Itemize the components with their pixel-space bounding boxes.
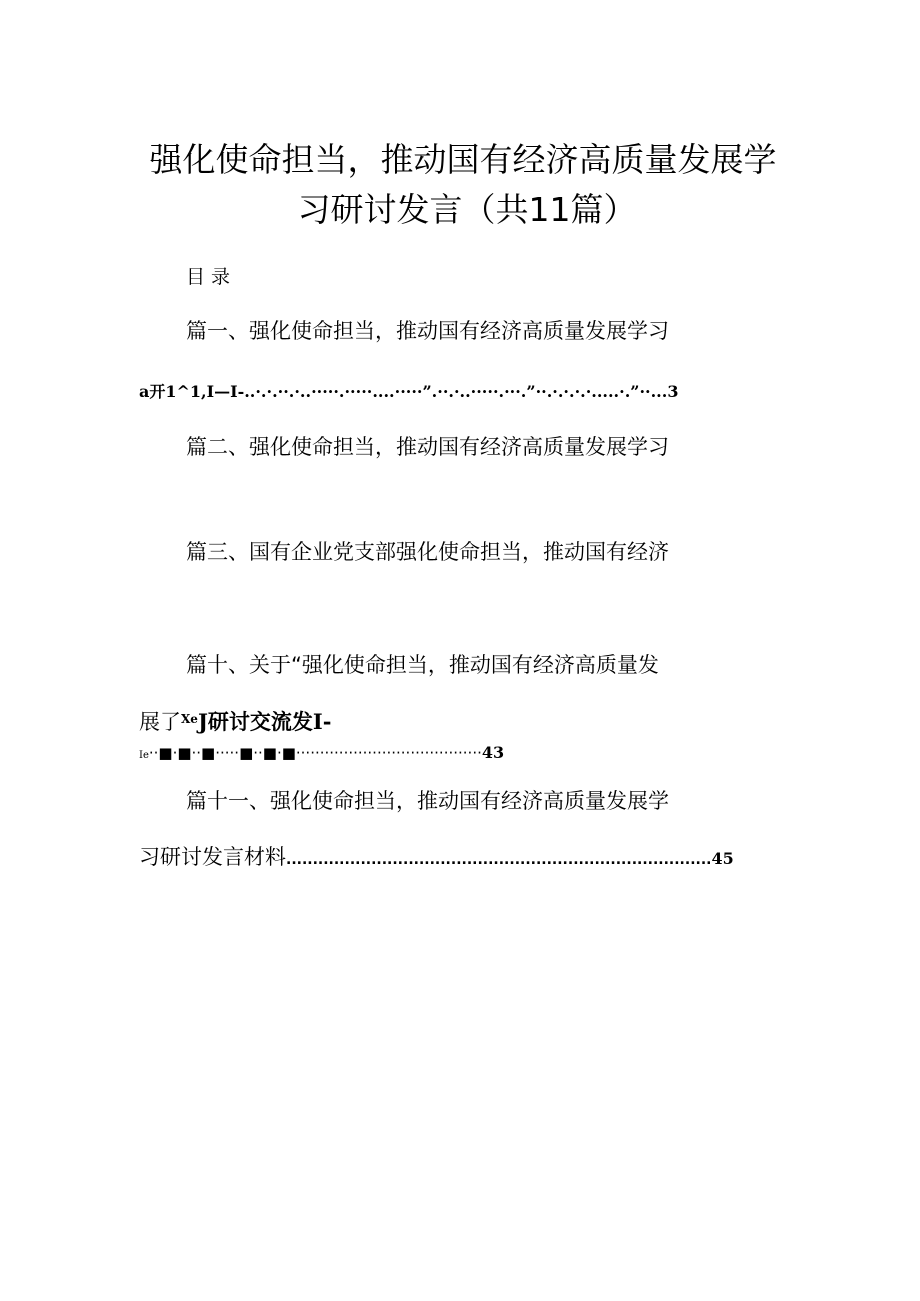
- toc-entry-10-text: 展了: [139, 710, 181, 734]
- toc-entry-1-leader: a开1^1,I—I-..·.·.··.·..·····.·····....·····”.··.·..·····.···.”··.·.·.·.·.....·.”··...3: [139, 382, 679, 401]
- toc-entry-11-title: 篇十一、强化使命担当，推动国有经济高质量发展学: [186, 789, 669, 813]
- toc-entry-11-text: 习研讨发言材料: [139, 845, 286, 869]
- toc-entry-11-leader-line: [139, 843, 734, 874]
- toc-entry-10-leader-line: [139, 739, 504, 770]
- document-title-line-2: 习研讨发言（共11篇）: [297, 190, 637, 229]
- toc-entry-2-title: 篇二、强化使命担当，推动国有经济高质量发展学习: [186, 435, 669, 459]
- toc-entry-11-page: 45: [711, 849, 734, 868]
- toc-entry-10-title-cont: [139, 705, 331, 736]
- toc-entry-1-title: 篇一、强化使命担当，推动国有经济高质量发展学习: [186, 319, 669, 343]
- toc-entry-10-leader: ··■·■··■·····■··■·■·······································: [148, 744, 482, 762]
- toc-entry-3-title: 篇三、国有企业党支部强化使命担当，推动国有经济: [186, 540, 669, 564]
- toc-entry-10-page: 43: [481, 743, 505, 762]
- toc-entry-11-leader: ................................................................................: [286, 852, 712, 868]
- toc-entry-10-rest: J研讨交流发I-: [197, 709, 332, 734]
- toc-entry-10-title: 篇十、关于“强化使命担当，推动国有经济高质量发: [186, 653, 659, 677]
- toc-entry-10-sup: Xe: [181, 712, 198, 726]
- toc-entry-10-prefix: Ie: [139, 750, 149, 761]
- toc-heading: 目录: [186, 266, 237, 288]
- document-title-line-1: 强化使命担当，推动国有经济高质量发展学: [149, 140, 777, 179]
